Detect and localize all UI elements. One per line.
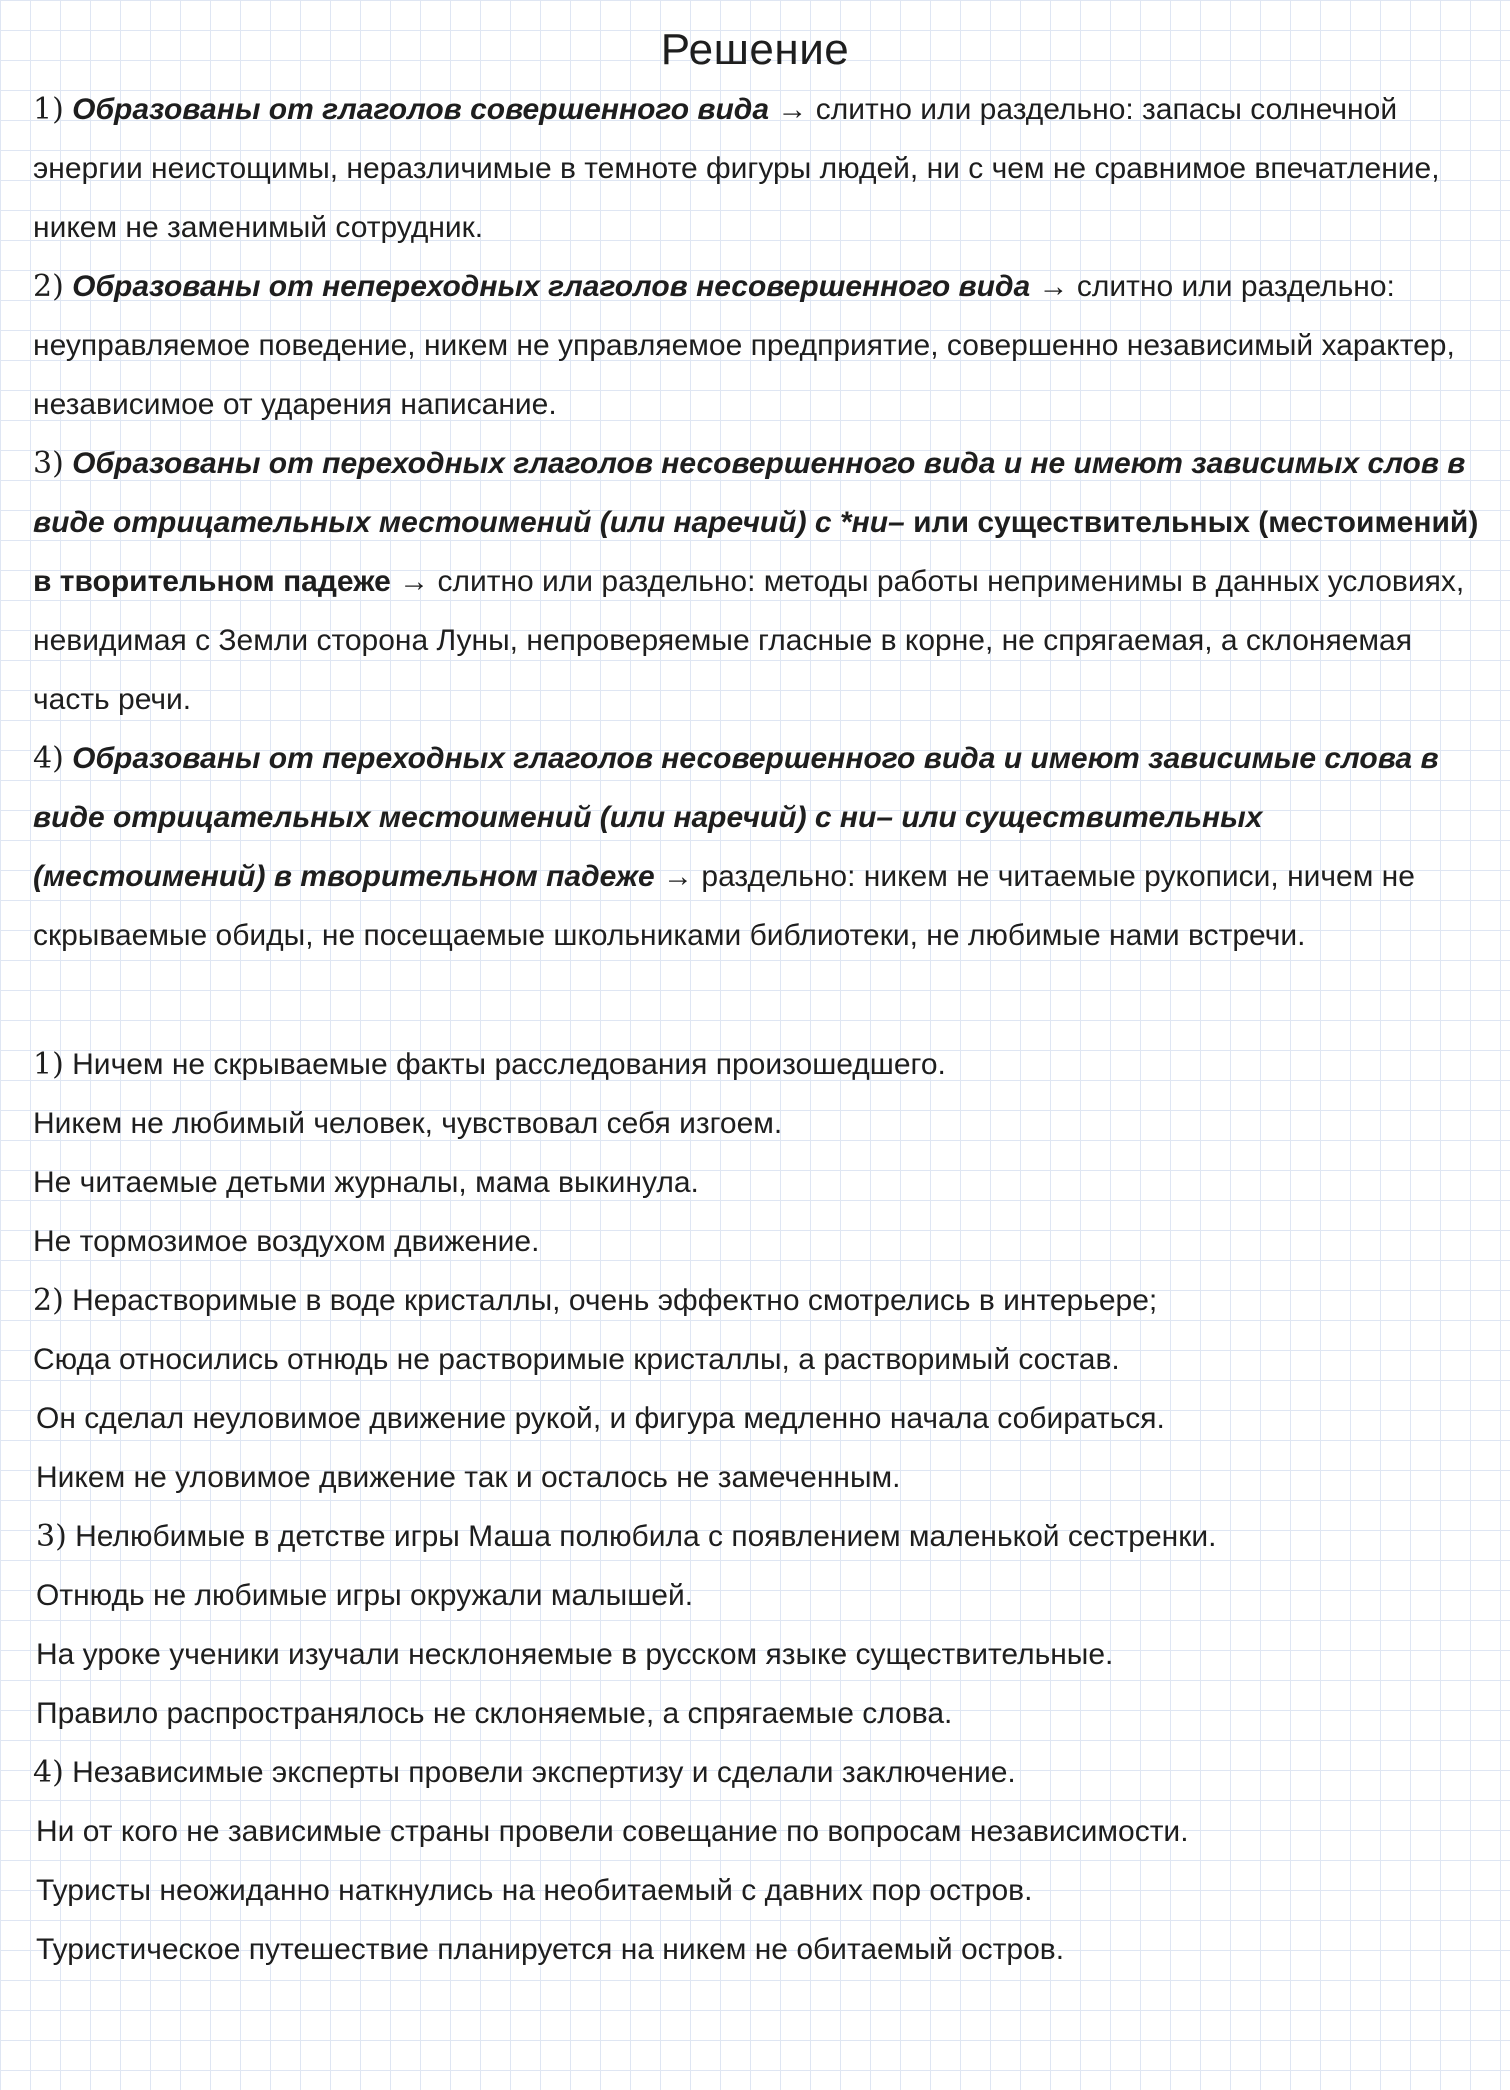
example-line: Не читаемые детьми журналы, мама выкинула.	[33, 1166, 699, 1199]
arrow-icon: →	[399, 565, 430, 598]
example-line: На уроке ученики изучали несклоняемые в русском языке существительные.	[36, 1638, 1114, 1671]
example-line	[33, 1271, 1483, 1330]
arrow-icon: →	[777, 93, 808, 126]
example-line: Никем не уловимое движение так и осталось не замеченным.	[36, 1461, 901, 1494]
example-line	[33, 1743, 1483, 1802]
example-number: 3)	[36, 1519, 67, 1554]
example-number: 1)	[33, 1047, 64, 1082]
example-line: Отнюдь не любимые игры окружали малышей.	[36, 1579, 694, 1612]
rule-4	[33, 729, 1483, 965]
arrow-icon: →	[663, 860, 694, 893]
rule-condition: Образованы от непереходных глаголов несовершенного вида	[72, 270, 1031, 303]
rule-condition: Образованы от переходных глаголов несовершенного вида и имеют зависимые слова в виде отрицательных местоимений (или наречий) с ни– или существительных (местоимений) в творительном падеже	[33, 742, 1439, 893]
rule-text: раздельно: никем не читаемые рукописи, ничем не скрываемые обиды, не посещаемые школьниками библиотеки, не любимые нами встречи.	[33, 860, 1415, 952]
example-line: Он сделал неуловимое движение рукой, и фигура медленно начала собираться.	[36, 1402, 1165, 1435]
example-line: Туристы неожиданно наткнулись на необитаемый с давних пор остров.	[36, 1874, 1033, 1907]
rule-1	[33, 80, 1483, 257]
example-text: Ничем не скрываемые факты расследования произошедшего.	[72, 1048, 946, 1081]
example-number: 4)	[33, 1755, 64, 1790]
rule-condition: Образованы от переходных глаголов несовершенного вида и не имеют зависимых слов в виде отрицательных местоимений (или наречий) с *ни–	[33, 447, 1466, 539]
rule-number: 1)	[33, 92, 64, 127]
rule-number: 2)	[33, 269, 64, 304]
examples-1	[33, 1035, 1483, 1271]
rule-condition-upright: или существительных (местоимений) в творительном падеже	[33, 506, 1479, 598]
rule-text: слитно или раздельно: запасы солнечной энергии неистощимы, неразличимые в темноте фигуры людей, ни с чем не сравнимое впечатление, никем не заменимый сотрудник.	[33, 93, 1440, 244]
rule-3	[33, 434, 1483, 729]
example-line	[33, 1507, 1483, 1566]
example-line: Туристическое путешествие планируется на никем не обитаемый остров.	[36, 1933, 1065, 1966]
rule-number: 4)	[33, 741, 64, 776]
example-line: Сюда относились отнюдь не растворимые кристаллы, а растворимый состав.	[33, 1343, 1120, 1376]
example-text: Нерастворимые в воде кристаллы, очень эффектно смотрелись в интерьере;	[72, 1284, 1158, 1317]
page-title: Решение	[660, 25, 850, 74]
rule-text: слитно или раздельно: неуправляемое поведение, никем не управляемое предприятие, совершенно независимый характер, независимое от ударения написание.	[33, 270, 1455, 421]
example-line	[33, 1035, 1483, 1094]
rule-text: слитно или раздельно: методы работы неприменимы в данных условиях, невидимая с Земли сторона Луны, непроверяемые гласные в корне, не спрягаемая, а склоняемая часть речи.	[33, 565, 1465, 716]
example-line: Не тормозимое воздухом движение.	[33, 1225, 540, 1258]
rule-2	[33, 257, 1483, 434]
section-gap	[33, 965, 1483, 1035]
example-line: Правило распространялось не склоняемые, а спрягаемые слова.	[36, 1697, 953, 1730]
example-text: Нелюбимые в детстве игры Маша полюбила с появлением маленькой сестренки.	[75, 1520, 1217, 1553]
examples-3	[33, 1507, 1483, 1743]
examples-4	[33, 1743, 1483, 1979]
example-line: Ни от кого не зависимые страны провели совещание по вопросам независимости.	[36, 1815, 1189, 1848]
arrow-icon: →	[1038, 270, 1069, 303]
example-number: 2)	[33, 1283, 64, 1318]
example-line: Никем не любимый человек, чувствовал себя изгоем.	[33, 1107, 783, 1140]
example-text: Независимые эксперты провели экспертизу и сделали заключение.	[72, 1756, 1016, 1789]
rule-number: 3)	[33, 446, 64, 481]
rule-condition: Образованы от глаголов совершенного вида	[72, 93, 770, 126]
solution-page	[33, 0, 1483, 1979]
examples-2	[33, 1271, 1483, 1507]
